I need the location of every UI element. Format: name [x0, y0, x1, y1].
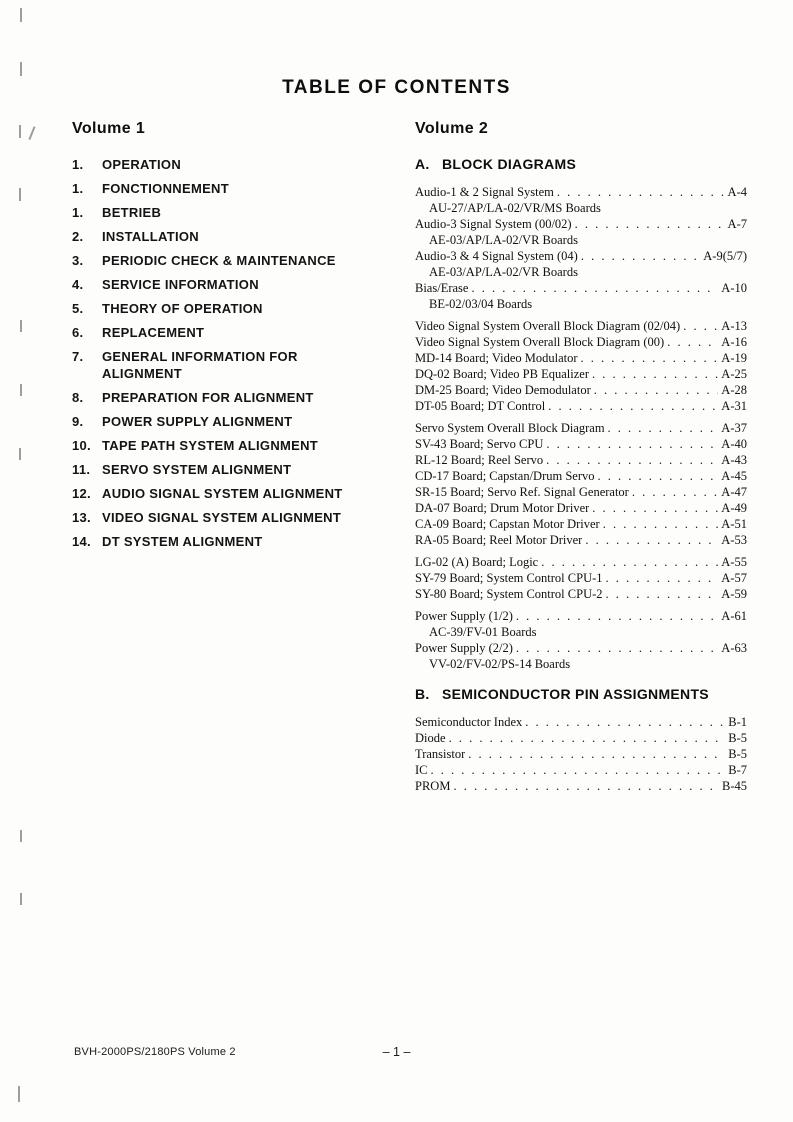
toc-entry-group: [415, 318, 747, 414]
entry-title: RL-12 Board; Reel Servo: [415, 453, 544, 467]
entry-page-number: A-63: [721, 641, 747, 655]
footer-page-number: – 1 –: [382, 1045, 411, 1059]
section-letter: B.: [415, 686, 430, 702]
toc-item-label: INSTALLATION: [102, 229, 199, 244]
toc-item-label: VIDEO SIGNAL SYSTEM ALIGNMENT: [102, 510, 342, 525]
entry-page-number: B-5: [728, 731, 747, 745]
toc-entry-group: [415, 714, 747, 794]
toc-entry: [415, 420, 747, 436]
entry-page-number: A-19: [721, 351, 747, 365]
toc-item: [72, 348, 364, 382]
toc-item-label: POWER SUPPLY ALIGNMENT: [102, 414, 293, 429]
section-title: SEMICONDUCTOR PIN ASSIGNMENTS: [442, 686, 709, 702]
entry-title: Power Supply (2/2): [415, 641, 513, 655]
toc-entry-group: [415, 184, 747, 312]
entry-page-number: A-47: [721, 485, 747, 499]
dot-leader: [557, 184, 725, 200]
toc-item: [72, 204, 364, 221]
entry-page-number: A-7: [727, 217, 747, 231]
toc-section: [415, 686, 747, 794]
entry-title: Power Supply (1/2): [415, 609, 513, 623]
volume1-heading: Volume 1: [72, 120, 146, 137]
entry-page-number: A-53: [721, 533, 747, 547]
toc-item-number: 3.: [72, 253, 84, 268]
entry-title: CA-09 Board; Capstan Motor Driver: [415, 517, 600, 531]
dot-leader: [453, 778, 719, 794]
entry-sub-boards: VV-02/FV-02/PS-14 Boards: [429, 657, 571, 671]
dot-leader: [431, 762, 726, 778]
toc-item-label: FONCTIONNEMENT: [102, 181, 229, 196]
toc-item-label: SERVO SYSTEM ALIGNMENT: [102, 462, 292, 477]
toc-item: [72, 533, 364, 550]
entry-page-number: B-1: [728, 715, 747, 729]
entry-page-number: B-45: [722, 779, 747, 793]
toc-item-number: 1.: [72, 181, 84, 196]
dot-leader: [606, 570, 719, 586]
section-heading: [415, 686, 747, 702]
toc-item-number: 5.: [72, 301, 84, 316]
entry-title: SV-43 Board; Servo CPU: [415, 437, 544, 451]
scan-artifact-line: [19, 125, 21, 138]
entry-title: DT-05 Board; DT Control: [415, 399, 546, 413]
volume1-list: [72, 156, 364, 550]
entry-page-number: A-40: [721, 437, 747, 451]
scan-artifact-line: [18, 1086, 20, 1102]
toc-item: [72, 509, 364, 526]
entry-sub-boards: AC-39/FV-01 Boards: [429, 625, 537, 639]
dot-leader: [585, 532, 718, 548]
toc-item-number: 8.: [72, 390, 84, 405]
entry-title: PROM: [415, 779, 451, 793]
toc-item-number: 10.: [72, 438, 91, 453]
toc-item: [72, 300, 364, 317]
entry-title: Audio-3 Signal System (00/02): [415, 217, 572, 231]
toc-item-label: BETRIEB: [102, 205, 162, 220]
entry-sub-boards: AE-03/AP/LA-02/VR Boards: [429, 265, 578, 279]
toc-entry: [415, 248, 747, 264]
toc-item-label: TAPE PATH SYSTEM ALIGNMENT: [102, 438, 319, 453]
scan-artifact-line: [20, 62, 22, 76]
dot-leader: [592, 500, 718, 516]
entry-title: Audio-1 & 2 Signal System: [415, 185, 554, 199]
entry-title: Diode: [415, 731, 446, 745]
toc-item-label: PERIODIC CHECK & MAINTENANCE: [102, 253, 336, 268]
dot-leader: [603, 516, 719, 532]
dot-leader: [592, 366, 718, 382]
dot-leader: [606, 586, 719, 602]
entry-page-number: A-37: [721, 421, 747, 435]
page-title: TABLE OF CONTENTS: [282, 77, 511, 98]
toc-item: [72, 180, 364, 197]
entry-page-number: A-10: [721, 281, 747, 295]
scan-artifact-line: [19, 188, 21, 201]
toc-entry: [415, 318, 747, 334]
toc-item-label: OPERATION: [102, 157, 182, 172]
entry-title: SY-79 Board; System Control CPU-1: [415, 571, 603, 585]
toc-entry: [415, 746, 747, 762]
entry-page-number: A-31: [721, 399, 747, 413]
section-heading: [415, 156, 747, 172]
entry-page-number: A-49: [721, 501, 747, 515]
dot-leader: [575, 216, 725, 232]
dot-leader: [468, 746, 725, 762]
section-letter: A.: [415, 156, 430, 172]
toc-item-number: 11.: [72, 462, 91, 477]
entry-title: CD-17 Board; Capstan/Drum Servo: [415, 469, 595, 483]
entry-title: LG-02 (A) Board; Logic: [415, 555, 539, 569]
toc-item-number: 9.: [72, 414, 84, 429]
entry-title: Servo System Overall Block Diagram: [415, 421, 605, 435]
toc-item-number: 1.: [72, 157, 84, 172]
entry-sub-boards: AU-27/AP/LA-02/VR/MS Boards: [429, 201, 601, 215]
entry-page-number: A-25: [721, 367, 747, 381]
toc-entry: [415, 516, 747, 532]
toc-entry: [415, 452, 747, 468]
dot-leader: [594, 382, 719, 398]
toc-entry-group: [415, 554, 747, 602]
toc-item-label: GENERAL INFORMATION FOR ALIGNMENT: [102, 349, 298, 381]
scan-artifact-line: [20, 320, 22, 332]
dot-leader: [516, 608, 718, 624]
toc-entry: [415, 484, 747, 500]
dot-leader: [598, 468, 719, 484]
entry-title: SR-15 Board; Servo Ref. Signal Generator: [415, 485, 629, 499]
entry-title: Bias/Erase: [415, 281, 469, 295]
toc-entry: [415, 762, 747, 778]
dot-leader: [516, 640, 718, 656]
entry-title: DA-07 Board; Drum Motor Driver: [415, 501, 590, 515]
toc-entry: [415, 532, 747, 548]
toc-item: [72, 485, 364, 502]
entry-page-number: A-45: [721, 469, 747, 483]
toc-entry: [415, 554, 747, 570]
toc-entry: [415, 640, 747, 656]
toc-item: [72, 324, 364, 341]
volume2-sections: [415, 156, 747, 794]
toc-item: [72, 437, 364, 454]
dot-leader: [683, 318, 718, 334]
toc-entry: [415, 398, 747, 414]
toc-item: [72, 252, 364, 269]
entry-page-number: A-57: [721, 571, 747, 585]
entry-page-number: B-7: [728, 763, 747, 777]
dot-leader: [608, 420, 719, 436]
toc-entry-group: [415, 608, 747, 672]
dot-leader: [548, 398, 718, 414]
toc-item-number: 2.: [72, 229, 84, 244]
toc-section: [415, 156, 747, 672]
toc-item-number: 4.: [72, 277, 84, 292]
scan-artifact-line: [20, 384, 22, 396]
entry-title: Transistor: [415, 747, 466, 761]
toc-item-label: THEORY OF OPERATION: [102, 301, 263, 316]
toc-item: [72, 389, 364, 406]
toc-item-label: PREPARATION FOR ALIGNMENT: [102, 390, 314, 405]
entry-title: Video Signal System Overall Block Diagram (02/04): [415, 319, 681, 333]
entry-title: RA-05 Board; Reel Motor Driver: [415, 533, 583, 547]
scan-artifact-line: [19, 448, 21, 460]
toc-item-number: 13.: [72, 510, 91, 525]
entry-title: SY-80 Board; System Control CPU-2: [415, 587, 603, 601]
scan-artifact-line: [28, 126, 35, 140]
entry-sub-boards: AE-03/AP/LA-02/VR Boards: [429, 233, 578, 247]
toc-item-number: 7.: [72, 349, 84, 364]
section-title: BLOCK DIAGRAMS: [442, 156, 577, 172]
volume2-heading: Volume 2: [415, 120, 489, 137]
entry-page-number: A-13: [721, 319, 747, 333]
entry-page-number: A-59: [721, 587, 747, 601]
toc-item-label: DT SYSTEM ALIGNMENT: [102, 534, 263, 549]
dot-leader: [525, 714, 725, 730]
footer-document-id: BVH-2000PS/2180PS Volume 2: [74, 1046, 236, 1058]
toc-item: [72, 461, 364, 478]
toc-entry: [415, 366, 747, 382]
toc-entry: [415, 570, 747, 586]
entry-title: MD-14 Board; Video Modulator: [415, 351, 578, 365]
toc-item-number: 12.: [72, 486, 91, 501]
entry-sub-boards: BE-02/03/04 Boards: [429, 297, 533, 311]
dot-leader: [667, 334, 718, 350]
entry-page-number: A-43: [721, 453, 747, 467]
entry-page-number: A-51: [721, 517, 747, 531]
toc-item: [72, 413, 364, 430]
dot-leader: [471, 280, 718, 296]
dot-leader: [449, 730, 726, 746]
toc-entry: [415, 382, 747, 398]
toc-item-label: REPLACEMENT: [102, 325, 205, 340]
entry-page-number: A-55: [721, 555, 747, 569]
toc-item: [72, 276, 364, 293]
toc-entry: [415, 730, 747, 746]
toc-item-number: 6.: [72, 325, 84, 340]
entry-title: IC: [415, 763, 428, 777]
toc-item: [72, 156, 364, 173]
volume2-column: [415, 120, 747, 808]
toc-item-number: 1.: [72, 205, 84, 220]
entry-title: Audio-3 & 4 Signal System (04): [415, 249, 578, 263]
toc-entry: [415, 436, 747, 452]
volume1-column: [72, 120, 364, 557]
dot-leader: [581, 248, 700, 264]
toc-item-label: AUDIO SIGNAL SYSTEM ALIGNMENT: [102, 486, 343, 501]
entry-page-number: A-28: [721, 383, 747, 397]
toc-entry: [415, 350, 747, 366]
dot-leader: [581, 350, 719, 366]
entry-title: DQ-02 Board; Video PB Equalizer: [415, 367, 589, 381]
scan-artifact-line: [20, 8, 22, 22]
entry-title: DM-25 Board; Video Demodulator: [415, 383, 591, 397]
dot-leader: [546, 436, 718, 452]
toc-entry: [415, 184, 747, 200]
dot-leader: [632, 484, 718, 500]
toc-entry: [415, 500, 747, 516]
toc-item-number: 14.: [72, 534, 91, 549]
entry-page-number: B-5: [728, 747, 747, 761]
toc-entry: [415, 468, 747, 484]
dot-leader: [546, 452, 718, 468]
toc-entry: [415, 586, 747, 602]
toc-entry: [415, 608, 747, 624]
entry-page-number: A-4: [727, 185, 747, 199]
toc-entry: [415, 778, 747, 794]
toc-entry: [415, 334, 747, 350]
dot-leader: [541, 554, 718, 570]
toc-item-label: SERVICE INFORMATION: [102, 277, 259, 292]
toc-item: [72, 228, 364, 245]
toc-entry: [415, 714, 747, 730]
entry-page-number: A-61: [721, 609, 747, 623]
entry-page-number: A-16: [721, 335, 747, 349]
scan-artifact-line: [20, 893, 22, 905]
scan-artifact-line: [20, 830, 22, 842]
entry-page-number: A-9(5/7): [703, 249, 747, 263]
entry-title: Semiconductor Index: [415, 715, 523, 729]
entry-title: Video Signal System Overall Block Diagram (00): [415, 335, 665, 349]
toc-entry-group: [415, 420, 747, 548]
toc-entry: [415, 280, 747, 296]
toc-entry: [415, 216, 747, 232]
